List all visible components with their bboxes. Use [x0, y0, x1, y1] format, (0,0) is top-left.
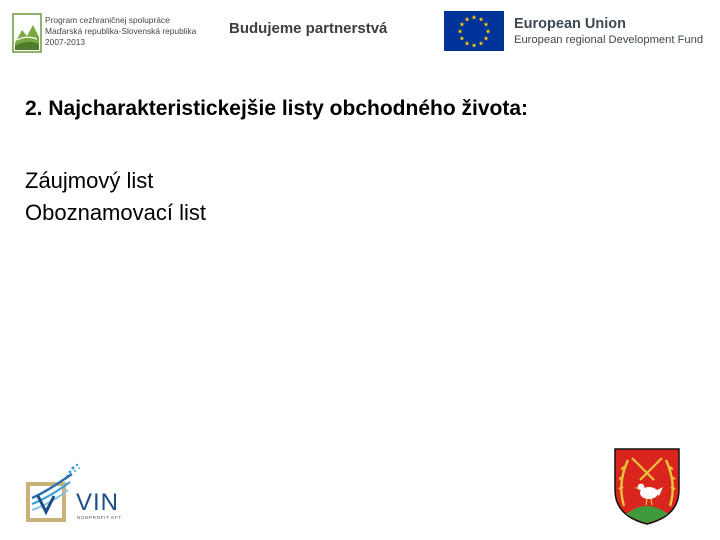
program-line: Program cezhraničnej spolupráce [45, 15, 170, 25]
list-item: Záujmový list [25, 168, 154, 193]
coat-of-arms-icon [612, 446, 682, 526]
svg-text:★: ★ [478, 39, 484, 48]
svg-text:★: ★ [483, 34, 490, 43]
svg-text:★: ★ [485, 27, 491, 36]
svg-text:★: ★ [471, 13, 477, 22]
eu-flag-icon [444, 11, 504, 51]
svg-text:★: ★ [458, 20, 465, 29]
eu-text [514, 16, 703, 47]
svg-text:★: ★ [471, 41, 477, 50]
vin-logo-icon [26, 462, 146, 526]
vin-logo-name: VIN [76, 489, 120, 516]
svg-text:★: ★ [483, 20, 490, 29]
slide-heading: 2. Najcharakteristickejšie listy obchodného života: [25, 97, 529, 120]
program-text [45, 15, 196, 48]
vin-logo-tagline: NONPROFIT KFT. [77, 515, 124, 520]
svg-text:★: ★ [458, 34, 465, 43]
svg-text:★: ★ [457, 27, 463, 36]
svg-text:★: ★ [478, 15, 484, 24]
program-line: 2007-2013 [45, 37, 86, 47]
header [0, 0, 720, 64]
eu-subtitle: European regional Development Fund [514, 34, 704, 46]
svg-text:★: ★ [464, 39, 470, 48]
content-list [25, 165, 206, 229]
list-item: Oboznamovací list [25, 200, 206, 225]
svg-text:★: ★ [464, 15, 470, 24]
slogan: Budujeme partnerstvá [229, 20, 388, 37]
program-logo [12, 11, 212, 57]
mountain-hills-icon [12, 13, 42, 53]
program-line: Maďarská republika-Slovenská republika [45, 26, 197, 36]
eu-title: European Union [514, 16, 626, 32]
